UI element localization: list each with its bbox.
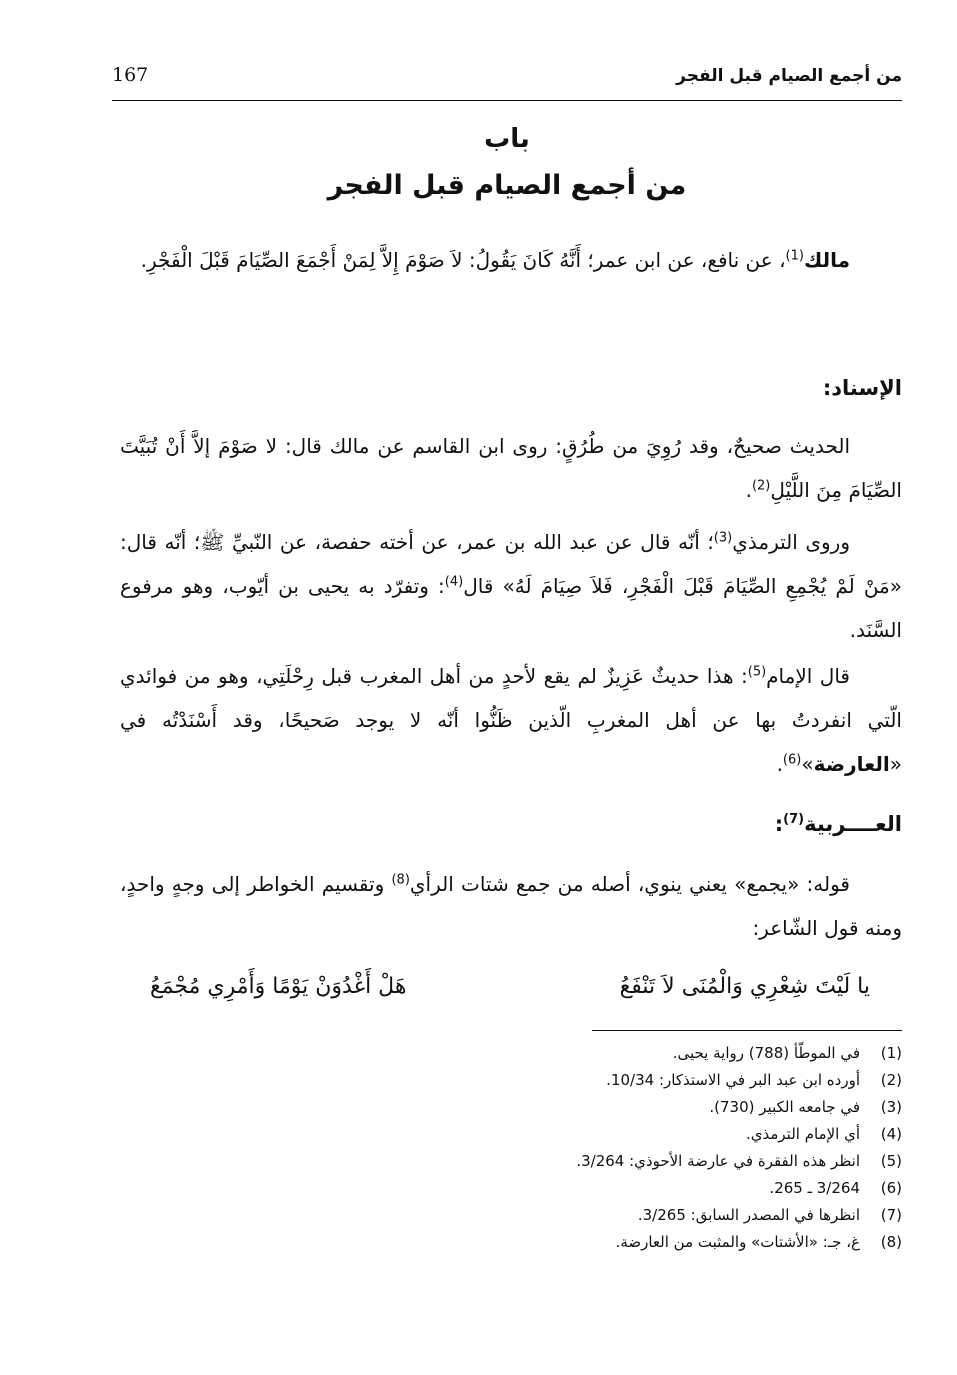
section-heading-arabiyya — [602, 812, 902, 836]
footnote-number: (3) — [880, 1098, 902, 1116]
verse-first-hemistich: يا لَيْتَ شِعْرِي وَالْمُنَى لاَ تَنْفَعُ — [619, 974, 870, 999]
footnote-text: أي الإمام الترمذي. — [745, 1125, 860, 1143]
footnote-number: (5) — [880, 1152, 902, 1170]
footnote-item — [302, 1148, 902, 1175]
paragraph-text: وتقسيم الخواطر إلى وجهٍ واحدٍ، ومنه قول الشّاعر: — [120, 872, 902, 940]
paragraph-text: وروى الترمذي — [732, 530, 850, 554]
footnote-ref: (7) — [783, 812, 805, 827]
footnote-text: انظرها في المصدر السابق: 3/265. — [637, 1206, 860, 1224]
paragraph-text: الحديث صحيحٌ، وقد رُوِيَ من طُرُقٍ: روى ابن القاسم عن مالك قال: لا صَوْمَ إلاَّ أَنْ تُبَيَّتَ الصِّيَامَ مِنَ اللَّيْلِ — [120, 434, 902, 502]
footnote-ref: (4) — [444, 574, 464, 590]
isnad-paragraph-2 — [120, 520, 902, 652]
footnote-number: (2) — [880, 1071, 902, 1089]
heading-text: العــــربية — [804, 812, 902, 836]
footnote-number: (8) — [880, 1233, 902, 1251]
footnote-item — [302, 1094, 902, 1121]
paragraph-text: » — [801, 752, 814, 776]
footnotes-list — [302, 1040, 902, 1256]
footnote-text: في جامعه الكبير (730). — [709, 1098, 860, 1116]
footnote-item — [302, 1175, 902, 1202]
footnote-item — [302, 1121, 902, 1148]
footnote-ref: (2) — [751, 478, 771, 494]
footnote-text: غ، جـ: «الأشتات» والمثبت من العارضة. — [615, 1233, 860, 1251]
paragraph-end: . — [745, 478, 752, 502]
verse-second-hemistich: هَلْ أَغْدُوَنْ يَوْمًا وَأَمْرِي مُجْمَعُ — [150, 974, 407, 999]
arabiyya-paragraph — [120, 862, 902, 950]
footnote-text: انظر هذه الفقرة في عارضة الأحوذي: 3/264. — [576, 1152, 860, 1170]
heading-end: : — [774, 812, 784, 836]
running-title: من أجمع الصيام قبل الفجر — [676, 66, 902, 86]
footnote-rule — [592, 1030, 902, 1031]
footnote-text: أورده ابن عبد البر في الاستذكار: 10/34. — [606, 1071, 860, 1089]
footnote-text: 3/264 ـ 265. — [769, 1179, 860, 1197]
isnad-paragraph-1 — [120, 424, 902, 512]
paragraph-text: ؛ أنّه قال عن عبد الله بن عمر، عن أخته حفصة، عن النّبيِّ ﷺ؛ أنّه قال: «مَنْ لَمْ يُجْمِعِ الصِّيَامَ قَبْلَ الْفَجْرِ، فَلاَ صِيَامَ لَهُ» قال — [120, 530, 902, 598]
footnote-text: في الموطّأ (788) رواية يحيى. — [672, 1044, 860, 1062]
isnad-paragraph-3 — [120, 654, 902, 786]
hadith-text: ، عن نافع، عن ابن عمر؛ أَنَّهُ كَانَ يَقُولُ: لاَ صَوْمَ إِلاَّ لِمَنْ أَجْمَعَ الصِّيَامَ قَبْلَ الْفَجْرِ. — [140, 248, 786, 272]
footnote-number: (6) — [880, 1179, 902, 1197]
poetry-verse — [150, 966, 870, 1010]
book-title: العارضة — [813, 752, 890, 776]
paragraph-text: قال الإمام — [766, 664, 850, 688]
paragraph-text: : وتفرّد به يحيى بن أيّوب، وهو مرفوع السَّنَد. — [120, 574, 902, 642]
header-rule — [112, 100, 902, 101]
footnote-ref: (5) — [747, 664, 767, 680]
chapter-label: باب — [484, 124, 530, 154]
paragraph-text: قوله: «يجمع» يعني ينوي، أصله من جمع شتات الرأي — [409, 872, 850, 896]
footnote-item — [302, 1067, 902, 1094]
footnote-number: (1) — [880, 1044, 902, 1062]
footnote-ref: (6) — [782, 752, 802, 768]
section-heading-isnad: الإسناد: — [822, 376, 902, 400]
hadith-paragraph — [120, 238, 902, 282]
running-header — [112, 62, 902, 96]
footnote-item — [302, 1040, 902, 1067]
footnote-number: (7) — [880, 1206, 902, 1224]
footnote-ref: (1) — [785, 248, 804, 264]
footnote-item — [302, 1229, 902, 1256]
hadith-narrator: مالك — [803, 248, 850, 272]
paragraph-text: : هذا حديثٌ عَزِيزٌ لم يقع لأحدٍ من أهل المغرب قبل رِحْلَتِي، وهو من فوائدي الّتي انفردتُ بها عن أهل المغربِ الّذين ظَنُّوا أنّه لا يوجد صَحيحًا، وقد أَسْنَدْتُه في « — [120, 664, 902, 776]
footnote-ref: (8) — [391, 872, 410, 888]
footnote-ref: (3) — [713, 530, 733, 546]
chapter-title: من أجمع الصيام قبل الفجر — [327, 170, 687, 201]
footnote-item — [302, 1202, 902, 1229]
page-number: 167 — [112, 64, 149, 86]
paragraph-end: . — [776, 752, 783, 776]
footnote-number: (4) — [880, 1125, 902, 1143]
